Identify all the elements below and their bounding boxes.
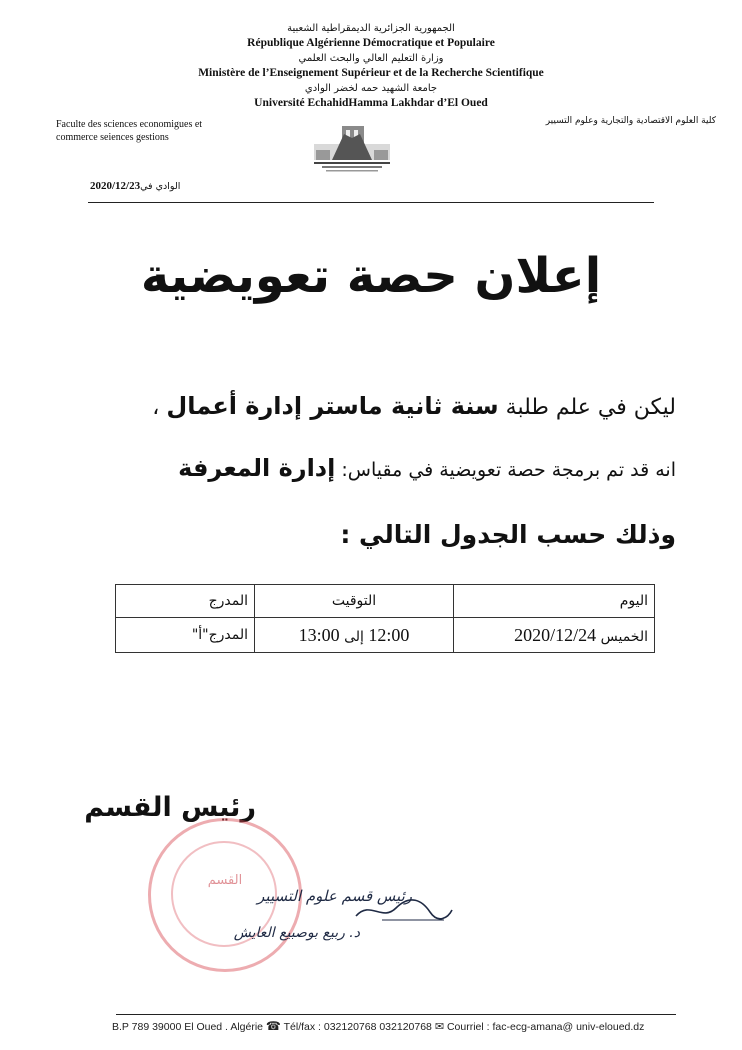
header-line-ar-2: وزارة التعليم العالي والبحث العلمي xyxy=(298,53,444,64)
university-logo xyxy=(312,120,392,174)
footer-mail: Courriel : fac-ecg-amana@ univ-eloued.dz xyxy=(446,1021,645,1033)
p2-normal: انه قد تم برمجة حصة تعويضية في مقياس: xyxy=(335,459,676,481)
header-hall: المدرج xyxy=(116,585,255,618)
faculty-ar: كلية العلوم الاقتصادية والتجارية وعلوم التسيير xyxy=(545,116,716,126)
day-name: الخميس xyxy=(600,628,648,645)
cell-day xyxy=(454,618,655,653)
header-line-ar-1: الجمهورية الجزائرية الديمقراطية الشعبية xyxy=(287,23,455,34)
day-date: 2020/12/24 xyxy=(514,624,597,645)
header-line-fr-1: République Algérienne Démocratique et Populaire xyxy=(247,37,495,49)
signature-scribble xyxy=(352,896,456,926)
faculty-fr-line-2: commerce seiences gestions xyxy=(56,132,169,143)
handwritten-line-1: رئيس قسم علوم التسيير xyxy=(257,887,412,905)
p1-normal: ليكن في علم طلبة xyxy=(498,395,676,420)
handwritten-line-2: د. ربيع بوصبيع العايش xyxy=(233,925,360,941)
page-title: إعلان حصة تعويضية xyxy=(140,248,602,304)
header-divider xyxy=(88,202,654,203)
header-day: اليوم xyxy=(454,585,655,618)
phone-icon: ☎ xyxy=(265,1019,281,1033)
time-to: 13:00 xyxy=(298,624,340,645)
p2-bold: إدارة المعرفة xyxy=(178,454,336,482)
header-time: التوقيت xyxy=(255,585,454,618)
body-line-2 xyxy=(178,454,676,482)
header-line-fr-3: Université EchahidHamma Lakhdar d’El Oued xyxy=(254,97,488,109)
footer-divider xyxy=(116,1014,676,1015)
schedule-table xyxy=(115,584,655,653)
stamp-text: القسم xyxy=(207,873,243,888)
signature-title: رئيس القسم xyxy=(84,792,256,823)
body-line-3: وذلك حسب الجدول التالي : xyxy=(340,520,676,549)
cell-time xyxy=(255,618,454,653)
date-prefix: الوادي في xyxy=(140,181,181,192)
table-row xyxy=(116,618,655,653)
date-value: 2020/12/23 xyxy=(90,180,141,192)
p1-end: ، xyxy=(152,395,167,420)
cell-hall: المدرج"أ" xyxy=(116,618,255,653)
body-line-1 xyxy=(152,392,676,420)
p1-bold: سنة ثانية ماستر إدارة أعمال xyxy=(166,392,499,420)
mail-icon: ✉ xyxy=(434,1021,445,1033)
table-header-row xyxy=(116,585,655,618)
faculty-fr-line-1: Faculte des sciences economigues et xyxy=(56,119,203,130)
faculty-fr xyxy=(56,118,202,144)
header-line-ar-3: جامعة الشهيد حمه لخضر الوادي xyxy=(304,83,438,94)
footer-address: B.P 789 39000 El Oued . Algérie xyxy=(112,1021,263,1033)
footer xyxy=(112,1019,712,1033)
header-line-fr-2: Ministère de l’Enseignement Supérieur et de la Recherche Scientifique xyxy=(198,67,544,79)
time-from: 12:00 xyxy=(368,624,410,645)
issue-date xyxy=(90,180,180,192)
time-sep: إلى xyxy=(344,628,364,645)
footer-tel: Tél/fax : 032120768 032120768 xyxy=(283,1021,432,1033)
